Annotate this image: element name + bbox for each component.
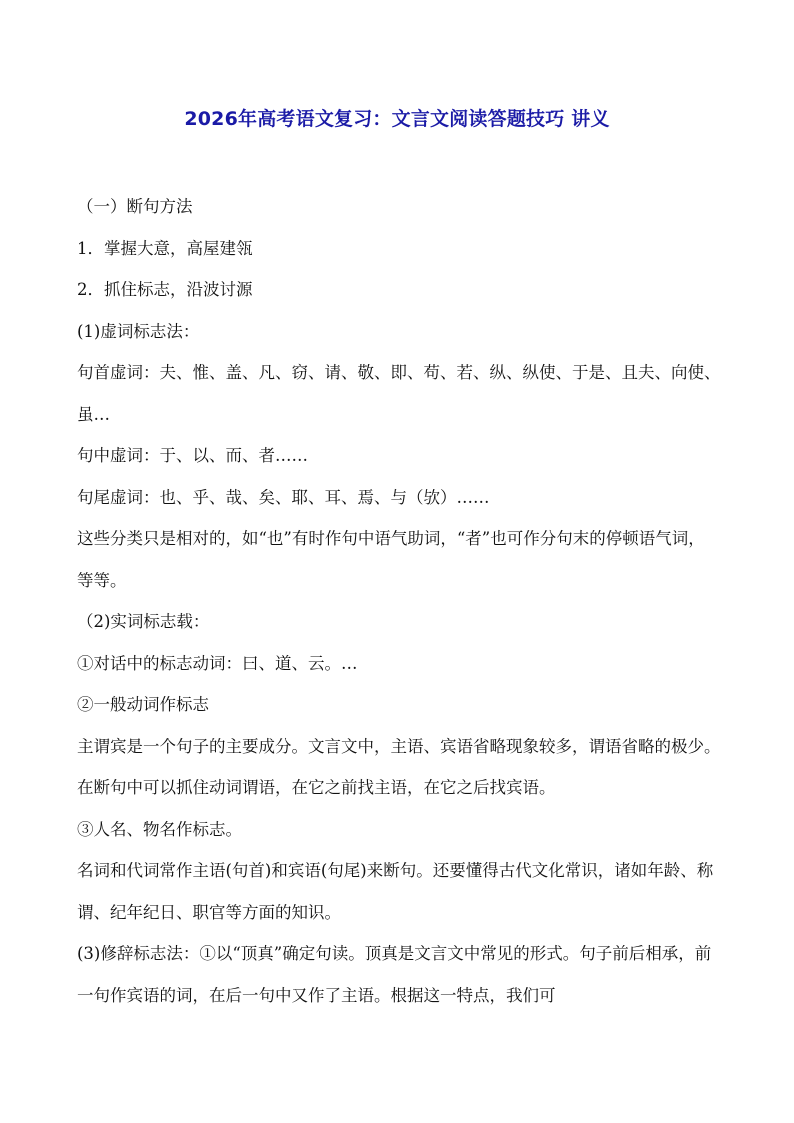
paragraph: ②一般动词作标志	[77, 695, 209, 714]
section-heading: （一）断句方法	[77, 197, 193, 216]
paragraph: 句中虚词：于、以、而、者……	[77, 446, 308, 465]
paragraph: (3)修辞标志法：①以“顶真”确定句读。顶真是文言文中常见的形式。句子前后相承，前一句作宾语的词，在后一句中又作了主语。根据这一特点，我们可	[77, 944, 712, 1005]
paragraph: 句尾虚词：也、乎、哉、矣、耶、耳、焉、与（欤）……	[77, 487, 490, 507]
paragraph: 主谓宾是一个句子的主要成分。文言文中，主语、宾语省略现象较多，谓语省略的极少。在断句中可以抓住动词谓语，在它之前找主语，在它之后找宾语。	[77, 736, 721, 797]
paragraph: 2．抓住标志，沿波讨源	[77, 280, 253, 299]
paragraph: ①对话中的标志动词：曰、道、云。…	[77, 653, 358, 673]
paragraph: 这些分类只是相对的，如“也”有时作句中语气助词，“者”也可作分句末的停顿语气词，等等。	[77, 529, 705, 590]
paragraph: （2)实词标志载：	[77, 612, 210, 631]
paragraph: (1)虚词标志法：	[77, 321, 200, 341]
document-body	[77, 186, 721, 1016]
paragraph: 名词和代词常作主语(句首)和宾语(句尾)来断句。还要懂得古代文化常识，诸如年龄、称谓、纪年纪日、职官等方面的知识。	[77, 861, 714, 922]
paragraph: ③人名、物名作标志。	[77, 819, 242, 839]
paragraph: 1．掌握大意，高屋建瓴	[77, 238, 253, 258]
document-title: 2026年高考语文复习：文言文阅读答题技巧 讲义	[184, 108, 610, 130]
paragraph: 句首虚词：夫、惟、盖、凡、窃、请、敬、即、苟、若、纵、纵使、于是、且夫、向使、虽…	[77, 363, 721, 424]
